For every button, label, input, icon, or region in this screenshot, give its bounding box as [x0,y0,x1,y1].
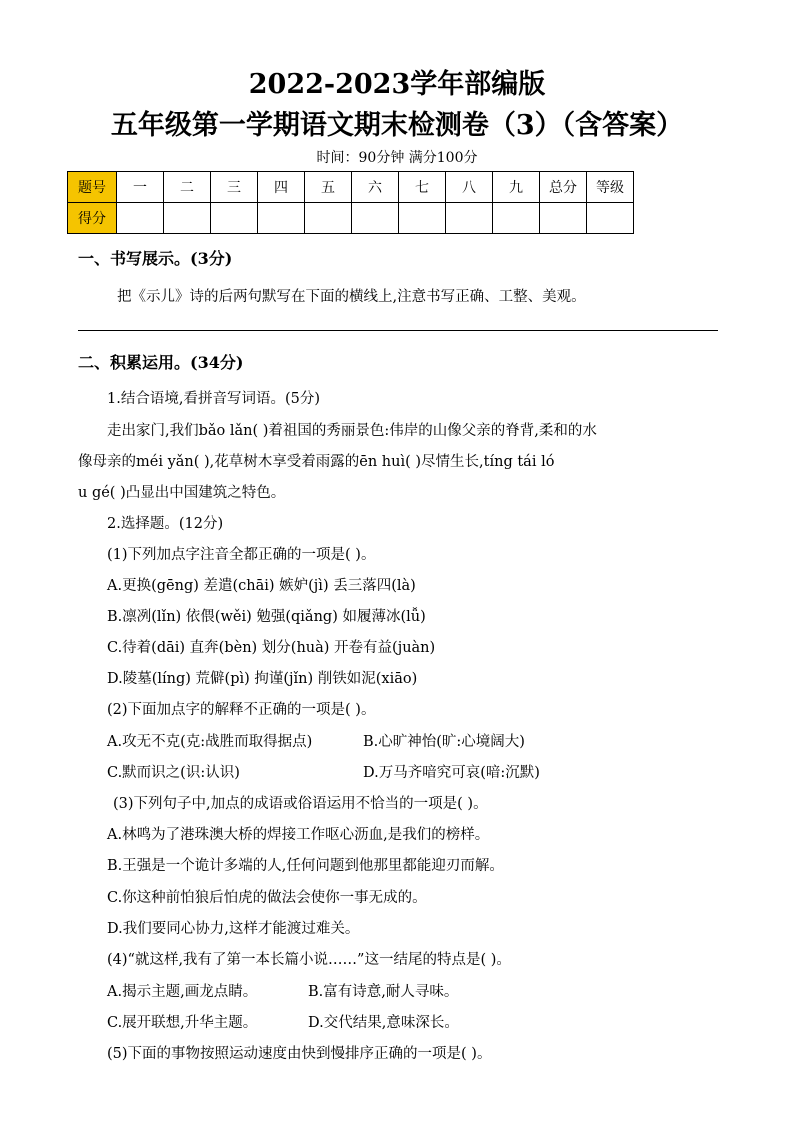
score-input-cell[interactable] [446,203,493,234]
score-input-cell[interactable] [493,203,540,234]
question-2-4-option[interactable]: A.揭示主题,画龙点睛。 [107,984,258,1000]
question-2-2-stem: (2)下面加点字的解释不正确的一项是( )。 [107,702,376,718]
score-table-column: 九 [493,172,540,203]
score-input-cell[interactable] [352,203,399,234]
score-table-column: 七 [399,172,446,203]
question-2-3-option[interactable]: D.我们要同心协力,这样才能渡过难关。 [107,921,360,937]
score-table-column: 六 [352,172,399,203]
question-2-3-stem: (3)下列句子中,加点的成语或俗语运用不恰当的一项是( )。 [113,796,488,812]
section-2-heading: 二、积累运用。(34分) [78,353,244,372]
question-2-4-option[interactable]: D.交代结果,意味深长。 [308,1015,459,1031]
score-input-cell[interactable] [305,203,352,234]
score-input-cell[interactable] [164,203,211,234]
score-table [67,171,634,234]
score-table-column: 等级 [587,172,634,203]
score-table-column: 三 [211,172,258,203]
question-2-4-option[interactable]: C.展开联想,升华主题。 [107,1015,258,1031]
score-table-column: 总分 [540,172,587,203]
score-table-column: 四 [258,172,305,203]
question-2-1-stem: (1)下列加点字注音全都正确的一项是( )。 [107,547,376,563]
question-1-title: 1.结合语境,看拼音写词语。(5分) [107,391,320,407]
question-2-5-stem: (5)下面的事物按照运动速度由快到慢排序正确的一项是( )。 [107,1046,492,1062]
question-2-title: 2.选择题。(12分) [107,516,224,532]
writing-answer-line[interactable] [78,330,718,331]
score-input-cell[interactable] [540,203,587,234]
question-2-1-option[interactable]: A.更换(gēng) 差遣(chāi) 嫉妒(jì) 丢三落四(là) [107,578,416,594]
exam-time-and-score: 时间：90分钟 满分100分 [316,150,478,166]
question-2-2-option[interactable]: C.默而识之(识:认识) [107,765,240,781]
score-table-row1-label: 题号 [68,172,117,203]
score-input-cell[interactable] [587,203,634,234]
score-input-cell[interactable] [211,203,258,234]
question-1-text-line: 像母亲的méi yǎn( ),花草树木享受着雨露的ēn huì( )尽情生长,tíng tái ló [78,454,555,470]
title-line-2: 五年级第一学期语文期末检测卷（3）（含答案） [110,110,684,141]
question-2-1-option[interactable]: B.凛冽(lǐn) 依偎(wěi) 勉强(qiǎng) 如履薄冰(lǚ) [107,609,426,625]
score-input-cell[interactable] [399,203,446,234]
question-1-text-line: 走出家门,我们bǎo lǎn( )着祖国的秀丽景色:伟岸的山像父亲的脊背,柔和的水 [107,423,597,439]
score-table-column: 二 [164,172,211,203]
score-table-column: 八 [446,172,493,203]
question-2-4-option[interactable]: B.富有诗意,耐人寻味。 [308,984,459,1000]
title-line-1: 2022-2023学年部编版 [248,69,546,100]
question-2-2-option[interactable]: A.攻无不克(克:战胜而取得据点) [107,734,313,750]
question-1-text-line: u gé( )凸显出中国建筑之特色。 [78,485,286,501]
score-table-column: 五 [305,172,352,203]
score-table-column: 一 [117,172,164,203]
question-2-1-option[interactable]: C.待着(dāi) 直奔(bèn) 划分(huà) 开卷有益(juàn) [107,640,436,656]
score-table-header-row [68,172,634,203]
score-input-cell[interactable] [258,203,305,234]
question-2-3-option[interactable]: B.王强是一个诡计多端的人,任何问题到他那里都能迎刃而解。 [107,858,504,874]
question-2-2-option[interactable]: D.万马齐喑究可哀(喑:沉默) [363,765,540,781]
question-2-3-option[interactable]: C.你这种前怕狼后怕虎的做法会使你一事无成的。 [107,890,427,906]
score-table-score-row [68,203,634,234]
question-2-3-option[interactable]: A.林鸣为了港珠澳大桥的焊接工作呕心沥血,是我们的榜样。 [107,827,490,843]
question-2-2-option[interactable]: B.心旷神怡(旷:心境阔大) [363,734,525,750]
score-table-row2-label: 得分 [68,203,117,234]
section-1-heading: 一、书写展示。(3分) [78,249,233,268]
question-2-4-stem: (4)“就这样,我有了第一本长篇小说……”这一结尾的特点是( )。 [107,952,511,968]
section-1-instruction: 把《示儿》诗的后两句默写在下面的横线上,注意书写正确、工整、美观。 [117,289,586,305]
score-input-cell[interactable] [117,203,164,234]
question-2-1-option[interactable]: D.陵墓(líng) 荒僻(pì) 拘谨(jǐn) 削铁如泥(xiāo) [107,671,418,687]
